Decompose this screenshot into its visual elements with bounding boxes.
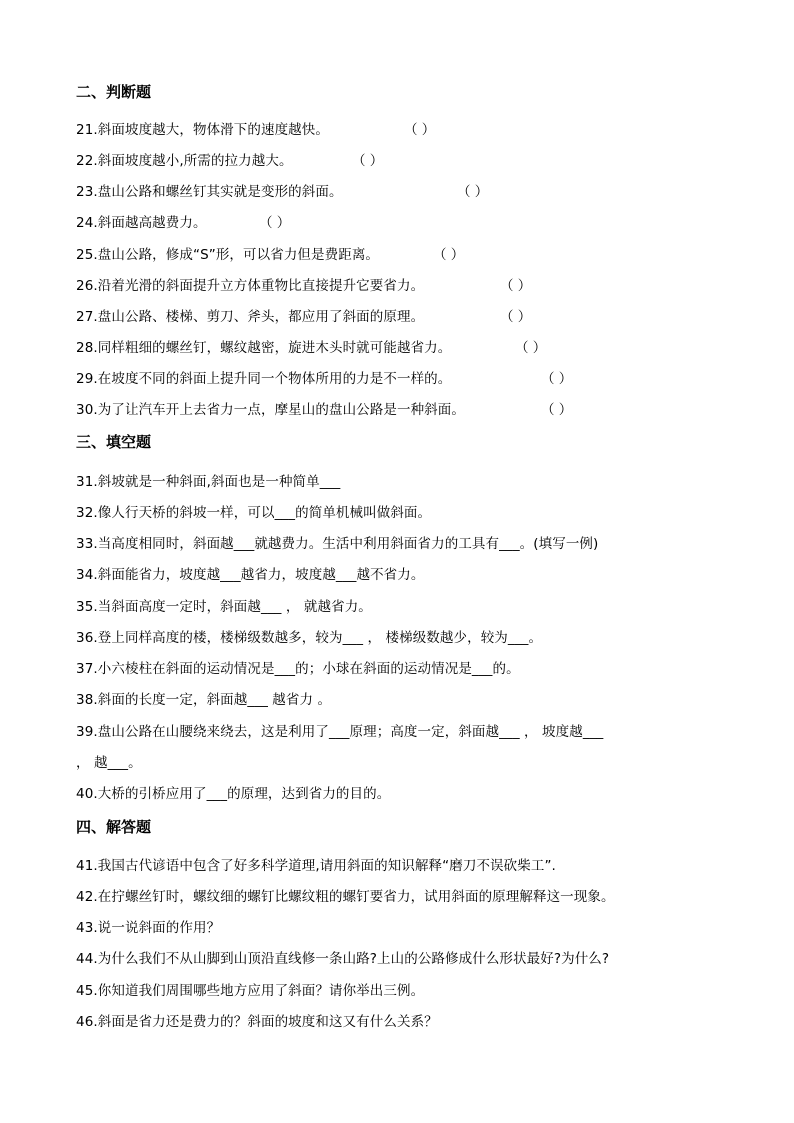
section-heading-answer: 四、解答题	[76, 818, 152, 836]
answer-question-43: 43.说一说斜面的作用？	[76, 920, 221, 936]
fill-question-32: 32.像人行天桥的斜坡一样，可以___的简单机械叫做斜面。	[76, 505, 432, 521]
answer-question-45: 45.你知道我们周围哪些地方应用了斜面？请你举出三例。	[76, 983, 425, 999]
fill-question-36: 36.登上同样高度的楼，楼梯级数越多，较为___ ， 楼梯级数越少，较为___。	[76, 630, 543, 646]
judge-question-24: 24.斜面越高越费力。	[76, 215, 207, 231]
answer-blank-25: （ ）	[433, 247, 465, 263]
section-heading-fill: 三、填空题	[76, 433, 152, 451]
fill-question-31: 31.斜坡就是一种斜面,斜面也是一种简单___	[76, 474, 341, 490]
fill-question-33: 33.当高度相同时，斜面越___就越费力。生活中利用斜面省力的工具有___。(填写一例)	[76, 536, 599, 552]
answer-blank-29: （ ）	[541, 371, 573, 387]
answer-question-46: 46.斜面是省力还是费力的？斜面的坡度和这又有什么关系？	[76, 1014, 438, 1030]
answer-blank-27: （ ）	[500, 309, 532, 325]
answer-blank-26: （ ）	[500, 278, 532, 294]
fill-question-40: 40.大桥的引桥应用了___的原理，达到省力的目的。	[76, 786, 391, 802]
fill-question-34: 34.斜面能省力，坡度越___越省力，坡度越___越不省力。	[76, 567, 425, 583]
fill-question-38: 38.斜面的长度一定，斜面越___ 越省力 。	[76, 692, 332, 708]
answer-question-41: 41.我国古代谚语中包含了好多科学道理,请用斜面的知识解释“磨刀不误砍柴工”.	[76, 858, 556, 874]
judge-question-28: 28.同样粗细的螺丝钉，螺纹越密，旋进木头时就可能越省力。	[76, 340, 452, 356]
judge-question-21: 21.斜面坡度越大，物体滑下的速度越快。	[76, 122, 329, 138]
answer-blank-30: （ ）	[541, 402, 573, 418]
fill-question-37: 37.小六棱柱在斜面的运动情况是___的；小球在斜面的运动情况是___的。	[76, 661, 520, 677]
answer-blank-24: （ ）	[259, 215, 291, 231]
answer-blank-21: （ ）	[404, 122, 436, 138]
judge-question-25: 25.盘山公路，修成“S”形，可以省力但是费距离。	[76, 247, 380, 263]
judge-question-30: 30.为了让汽车开上去省力一点，摩星山的盘山公路是一种斜面。	[76, 402, 465, 418]
judge-question-27: 27.盘山公路、楼梯、剪刀、斧头，都应用了斜面的原理。	[76, 309, 425, 325]
judge-question-23: 23.盘山公路和螺丝钉其实就是变形的斜面。	[76, 184, 343, 200]
answer-question-42: 42.在拧螺丝钉时，螺纹细的螺钉比螺纹粗的螺钉要省力，试用斜面的原理解释这一现象。	[76, 889, 615, 905]
section-heading-judge: 二、判断题	[76, 83, 152, 101]
fill-question-35: 35.当斜面高度一定时，斜面越___ ， 就越省力。	[76, 599, 372, 615]
answer-blank-22: （ ）	[352, 153, 384, 169]
judge-question-22: 22.斜面坡度越小,所需的拉力越大。	[76, 153, 293, 169]
fill-question-39: 39.盘山公路在山腰绕来绕去，这是利用了___原理；高度一定，斜面越___ ， 坡度越___	[76, 724, 604, 740]
answer-question-44: 44.为什么我们不从山脚到山顶沿直线修一条山路?上山的公路修成什么形状最好?为什么?	[76, 951, 610, 967]
judge-question-26: 26.沿着光滑的斜面提升立方体重物比直接提升它要省力。	[76, 278, 425, 294]
answer-blank-28: （ ）	[515, 340, 547, 356]
answer-blank-23: （ ）	[457, 184, 489, 200]
fill-question-39-continued: ， 越___。	[76, 755, 142, 771]
judge-question-29: 29.在坡度不同的斜面上提升同一个物体所用的力是不一样的。	[76, 371, 452, 387]
